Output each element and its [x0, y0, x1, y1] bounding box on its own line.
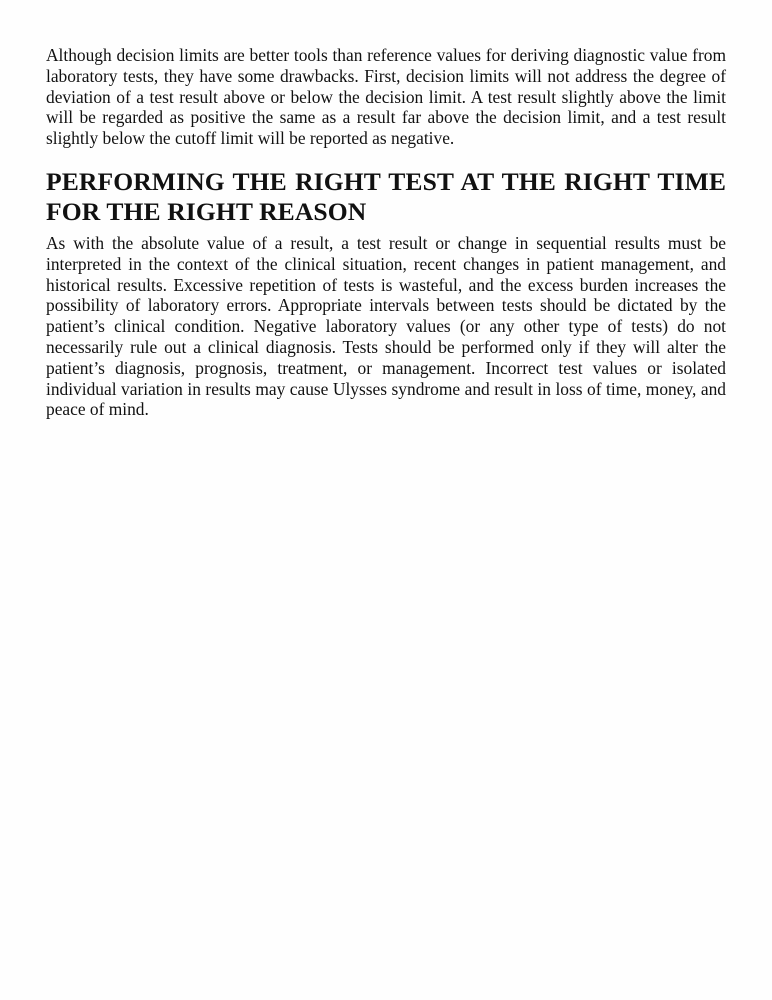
body-paragraph: As with the absolute value of a result, a test result or change in sequential results must be interpreted in the context of the clinical situation, recent changes in patient management, and historical results. Excessive repetition of tests is wasteful, and the excess burden increases the possibility of laboratory errors. Appropriate intervals between tests should be dictated by the patient’s clinical condition. Negative laboratory values (or any other type of tests) do not necessarily rule out a clinical diagnosis. Tests should be performed only if they will alter the patient’s diagnosis, prognosis, treatment, or management. Incorrect test values or isolated individual variation in results may cause Ulysses syndrome and result in loss of time, money, and peace of mind. [46, 232, 726, 420]
intro-paragraph: Although decision limits are better tools than reference values for deriving diagnostic value from laboratory tests, they have some drawbacks. First, decision limits will not address the degree of deviation of a test result above or below the decision limit. A test result slightly above the limit will be regarded as positive the same as a result far above the decision limit, and a test result slightly below the cutoff limit will be reported as negative. [46, 45, 726, 149]
document-page [46, 45, 726, 420]
section-heading: PERFORMING THE RIGHT TEST AT THE RIGHT TIME FOR THE RIGHT REASON [46, 166, 726, 226]
